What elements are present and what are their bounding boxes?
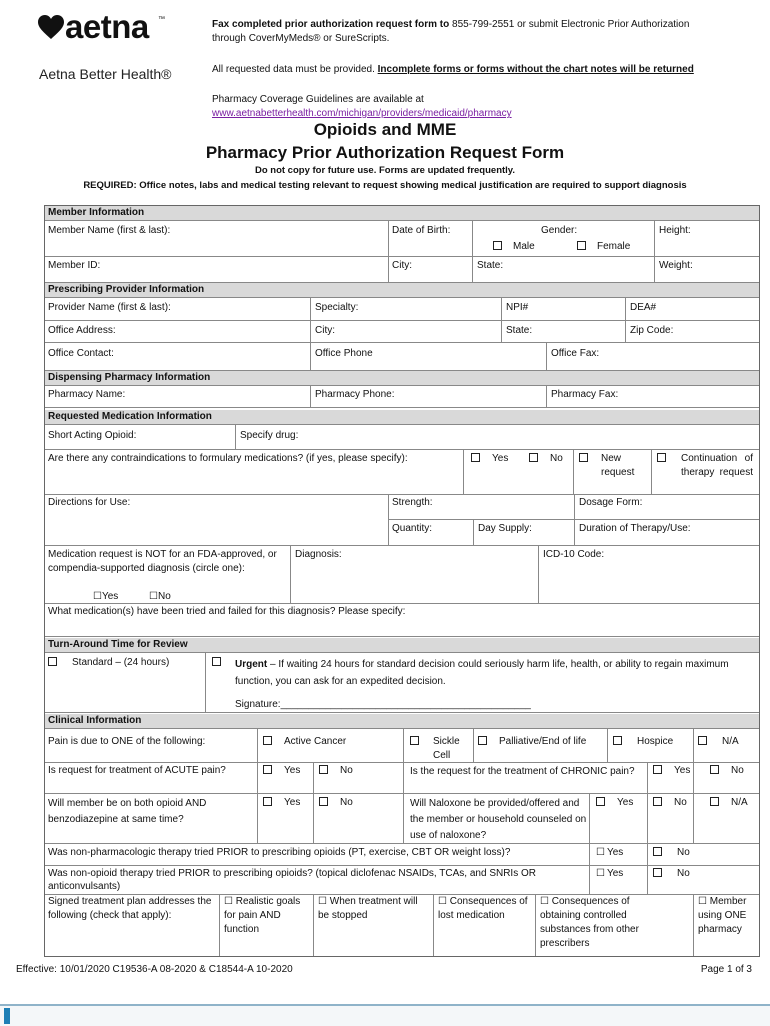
directions-field[interactable]: Directions for Use: — [48, 497, 131, 508]
logo-subtitle: Aetna Better Health® — [39, 66, 172, 82]
office-contact-field[interactable]: Office Contact: — [48, 348, 114, 359]
form-title-line2: Pharmacy Prior Authorization Request Form — [205, 143, 565, 162]
pain-due-question: Pain is due to ONE of the following: — [48, 736, 206, 747]
checkbox-icon — [529, 453, 538, 462]
turnaround-header: Turn-Around Time for Review — [45, 638, 759, 652]
dea-field[interactable]: DEA# — [630, 302, 657, 313]
checkbox-icon — [212, 657, 221, 666]
active-cancer-option[interactable]: Active Cancer — [263, 735, 346, 749]
page-number: Page 1 of 3 — [700, 964, 752, 975]
quantity-field[interactable]: Quantity: — [392, 523, 433, 534]
duration-field[interactable]: Duration of Therapy/Use: — [579, 523, 691, 534]
dob-field[interactable]: Date of Birth: — [392, 225, 451, 236]
checkbox-icon — [596, 797, 605, 806]
realistic-goals-option[interactable]: ☐ Realistic goals for pain AND function — [224, 896, 301, 935]
urgent-review-checkbox[interactable] — [212, 656, 225, 670]
acute-no[interactable]: No — [319, 764, 353, 778]
when-stopped-option[interactable]: ☐ When treatment will be stopped — [318, 896, 418, 921]
specialty-field[interactable]: Specialty: — [315, 302, 359, 313]
short-acting-opioid-label: Short Acting Opioid: — [48, 430, 137, 441]
viewer-bottom-bar — [0, 1004, 770, 1026]
nonpharm-yes[interactable]: ☐ Yes — [596, 847, 624, 858]
consequences-obtaining-option[interactable]: ☐ Consequences of obtaining controlled substances from other prescribers — [540, 896, 639, 949]
prior-auth-form — [44, 205, 760, 957]
chronic-yes[interactable]: Yes — [653, 764, 690, 778]
urgent-review-text: Urgent – If waiting 24 hours for standard decision could seriously harm life, health, or ability to regain maximum function, you can ask for an expedited decision. — [235, 659, 729, 687]
checkbox-icon — [698, 736, 707, 745]
checkbox-icon — [319, 765, 328, 774]
strength-field[interactable]: Strength: — [392, 497, 433, 508]
gender-female-option[interactable]: Female — [577, 240, 630, 254]
scroll-accent[interactable] — [4, 1008, 10, 1024]
palliative-option[interactable]: Palliative/End of life — [478, 735, 586, 749]
pharmacy-phone-field[interactable]: Pharmacy Phone: — [315, 389, 395, 400]
npi-field[interactable]: NPI# — [506, 302, 529, 313]
zip-code-field[interactable]: Zip Code: — [630, 325, 674, 336]
checkbox-icon — [263, 797, 272, 806]
pharmacy-name-field[interactable]: Pharmacy Name: — [48, 389, 126, 400]
benzodiazepine-question: Will member be on both opioid AND benzodiazepine at same time? — [48, 798, 207, 825]
contraindications-no[interactable]: No — [529, 452, 563, 466]
day-supply-field[interactable]: Day Supply: — [478, 523, 532, 534]
member-id-field[interactable]: Member ID: — [48, 260, 101, 271]
contraindications-yes[interactable]: Yes — [471, 452, 508, 466]
do-not-copy-note: Do not copy for future use. Forms are updated frequently. — [254, 165, 516, 176]
office-phone-field[interactable]: Office Phone — [315, 348, 373, 359]
aetna-heart-logo-icon — [38, 15, 64, 41]
pharmacy-guidelines-link[interactable]: www.aetnabetterhealth.com/michigan/providers/medicaid/pharmacy — [212, 108, 512, 119]
nonpharm-question: Was non-pharmacologic therapy tried PRIOR to prescribing opioids (PT, exercise, CBT OR weight loss)? — [48, 847, 511, 858]
checkbox-icon — [471, 453, 480, 462]
new-request-label: New request — [601, 453, 635, 478]
checkbox-icon — [657, 453, 666, 462]
gender-label: Gender: — [541, 225, 578, 236]
diagnosis-field[interactable]: Diagnosis: — [295, 549, 342, 560]
new-request-checkbox[interactable] — [579, 452, 592, 466]
icd10-field[interactable]: ICD-10 Code: — [543, 549, 605, 560]
nonopioid-no[interactable]: No — [653, 867, 690, 881]
not-fda-no[interactable]: ☐No — [149, 591, 171, 602]
form-title-line1: Opioids and MME — [313, 120, 457, 139]
pharmacy-info-header: Dispensing Pharmacy Information — [45, 371, 759, 385]
member-city-field[interactable]: City: — [392, 260, 412, 271]
checkbox-icon — [653, 765, 662, 774]
provider-name-field[interactable]: Provider Name (first & last): — [48, 302, 171, 313]
office-address-field[interactable]: Office Address: — [48, 325, 116, 336]
checkbox-icon — [579, 453, 588, 462]
contraindications-question: Are there any contraindications to formulary medications? (if yes, please specify): — [48, 453, 408, 464]
checkbox-icon — [493, 241, 502, 250]
consequences-lost-option[interactable]: ☐ Consequences of lost medication — [438, 896, 528, 921]
checkbox-icon — [653, 868, 662, 877]
medication-info-header: Requested Medication Information — [45, 410, 759, 424]
gender-male-option[interactable]: Male — [493, 240, 535, 254]
sickle-cell-label: Sickle Cell — [433, 736, 460, 761]
member-state-field[interactable]: State: — [477, 260, 504, 271]
height-field[interactable]: Height: — [659, 225, 691, 236]
checkbox-icon — [577, 241, 586, 250]
signature-field[interactable]: Signature:_____________________________________________ — [235, 699, 531, 710]
signed-plan-question: Signed treatment plan addresses the following (check that apply): — [48, 896, 212, 921]
nonopioid-question: Was non-opioid therapy tried PRIOR to prescribing opioids? (topical diclofenac NSAIDs, TCAs, and SNRIs OR anticonvulsants) — [48, 868, 536, 892]
benzo-yes[interactable]: Yes — [263, 796, 300, 810]
sickle-cell-checkbox[interactable] — [410, 735, 423, 749]
checkbox-icon — [263, 765, 272, 774]
clinical-info-header: Clinical Information — [45, 714, 759, 728]
checkbox-icon — [410, 736, 419, 745]
checkbox-icon — [710, 797, 719, 806]
not-fda-yes[interactable]: ☐Yes — [93, 591, 119, 602]
office-fax-field[interactable]: Office Fax: — [551, 348, 600, 359]
effective-date: Effective: 10/01/2020 C19536-A 08-2020 & C18544-A 10-2020 — [16, 964, 293, 975]
member-one-pharmacy-option[interactable]: ☐ Member using ONE pharmacy — [698, 896, 747, 935]
checkbox-icon — [263, 736, 272, 745]
required-data-notice: All requested data must be provided. Incomplete forms or forms without the chart notes will be returned — [212, 64, 694, 75]
tried-failed-field[interactable]: What medication(s) have been tried and failed for this diagnosis? Please specify: — [48, 606, 406, 617]
chronic-no[interactable]: No — [710, 764, 744, 778]
nonpharm-no[interactable]: No — [653, 846, 690, 860]
continuation-checkbox[interactable] — [657, 452, 670, 466]
pharmacy-fax-field[interactable]: Pharmacy Fax: — [551, 389, 619, 400]
acute-pain-question: Is request for treatment of ACUTE pain? — [48, 765, 226, 776]
member-info-header: Member Information — [45, 206, 759, 220]
required-docs-note: REQUIRED: Office notes, labs and medical testing relevant to request showing medical justification are required to support diagnosis — [83, 180, 687, 191]
naloxone-na[interactable]: N/A — [710, 796, 748, 810]
checkbox-icon — [478, 736, 487, 745]
hospice-option[interactable]: Hospice — [613, 735, 673, 749]
logo-trademark: ™ — [158, 16, 165, 23]
pain-na-option[interactable]: N/A — [698, 735, 739, 749]
naloxone-no[interactable]: No — [653, 796, 687, 810]
aetna-logo-word: aetna — [65, 8, 149, 45]
weight-field[interactable]: Weight: — [659, 260, 693, 271]
member-name-field[interactable]: Member Name (first & last): — [48, 225, 171, 236]
nonopioid-yes[interactable]: ☐ Yes — [596, 868, 624, 879]
naloxone-yes[interactable]: Yes — [596, 796, 633, 810]
prescriber-info-header: Prescribing Provider Information — [45, 283, 759, 297]
checkbox-icon — [613, 736, 622, 745]
guidelines-notice: Pharmacy Coverage Guidelines are available at www.aetnabetterhealth.com/michigan/providers/medicaid/pharmacy — [212, 94, 512, 119]
office-city-field[interactable]: City: — [315, 325, 335, 336]
office-state-field[interactable]: State: — [506, 325, 533, 336]
naloxone-question: Will Naloxone be provided/offered and the member or household counseled on use of naloxone? — [410, 798, 587, 841]
checkbox-icon — [653, 797, 662, 806]
not-fda-question: Medication request is NOT for an FDA-approved, or compendia-supported diagnosis (circle one): — [48, 549, 277, 574]
specify-drug-field[interactable]: Specify drug: — [240, 430, 299, 441]
standard-review-option[interactable]: Standard – (24 hours) — [48, 656, 169, 670]
checkbox-icon — [319, 797, 328, 806]
checkbox-icon — [710, 765, 719, 774]
chronic-pain-question: Is the request for the treatment of CHRONIC pain? — [410, 766, 635, 777]
checkbox-icon — [653, 847, 662, 856]
benzo-no[interactable]: No — [319, 796, 353, 810]
continuation-label: Continuation of therapy request — [681, 453, 753, 478]
checkbox-icon — [48, 657, 57, 666]
fax-instruction: Fax completed prior authorization request form to 855-799-2551 or submit Electronic Prior Authorization through CoverMyMeds® or SureScripts. — [212, 19, 690, 44]
dosage-form-field[interactable]: Dosage Form: — [579, 497, 643, 508]
acute-yes[interactable]: Yes — [263, 764, 300, 778]
